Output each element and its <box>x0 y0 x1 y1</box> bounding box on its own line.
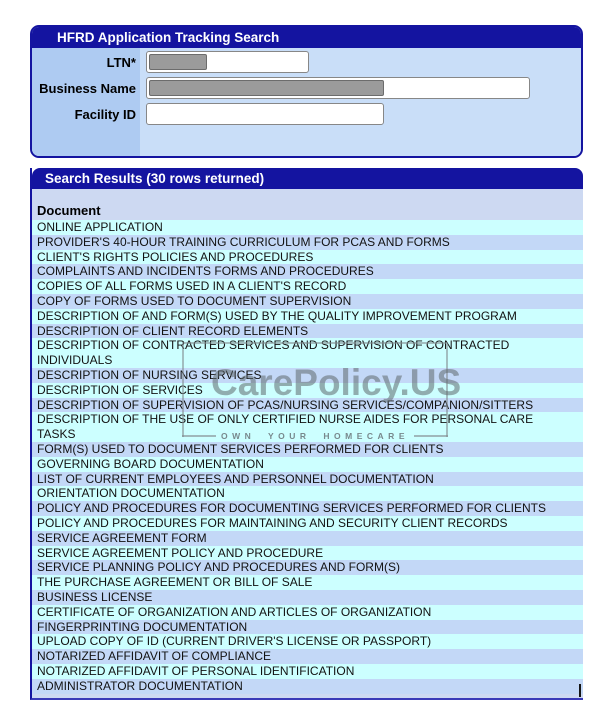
table-row: GOVERNING BOARD DOCUMENTATION <box>32 457 583 472</box>
table-row: COPY OF FORMS USED TO DOCUMENT SUPERVISION <box>32 294 583 309</box>
table-row: PROVIDER'S 40-HOUR TRAINING CURRICULUM FOR PCAS AND FORMS <box>32 235 583 250</box>
search-panel-title: HFRD Application Tracking Search <box>57 30 280 45</box>
table-row: THE PURCHASE AGREEMENT OR BILL OF SALE <box>32 575 583 590</box>
results-table <box>32 189 583 698</box>
ltn-label: LTN* <box>106 54 136 70</box>
watermark-tagline: OWN YOUR HOMECARE <box>221 431 409 441</box>
table-row: COMPLAINTS AND INCIDENTS FORMS AND PROCEDURES <box>32 264 583 279</box>
table-row: NOTARIZED AFFIDAVIT OF PERSONAL IDENTIFICATION <box>32 664 583 679</box>
watermark-brand: CarePolicy.US <box>211 362 462 403</box>
table-row: ADMINISTRATOR DOCUMENTATION <box>32 679 583 694</box>
table-row: COPIES OF ALL FORMS USED IN A CLIENT'S RECORD <box>32 279 583 294</box>
table-row: POLICY AND PROCEDURES FOR MAINTAINING AND SECURITY CLIENT RECORDS <box>32 516 583 531</box>
table-row: DESCRIPTION OF SUPERVISION OF PCAS/NURSING SERVICES/COMPANION/SITTERS <box>32 398 583 413</box>
form-field-column <box>140 48 581 156</box>
table-row: LIST OF CURRENT EMPLOYEES AND PERSONNEL DOCUMENTATION <box>32 472 583 487</box>
table-row: DESCRIPTION OF AND FORM(S) USED BY THE QUALITY IMPROVEMENT PROGRAM <box>32 309 583 324</box>
table-row: SERVICE AGREEMENT FORM <box>32 531 583 546</box>
search-form <box>32 48 581 156</box>
table-row: FORM(S) USED TO DOCUMENT SERVICES PERFORMED FOR CLIENTS <box>32 442 583 457</box>
search-panel <box>30 25 583 158</box>
table-row: DESCRIPTION OF CONTRACTED SERVICES AND SUPERVISION OF CONTRACTED INDIVIDUALS <box>32 338 583 368</box>
table-row: DESCRIPTION OF THE USE OF ONLY CERTIFIED NURSE AIDES FOR PERSONAL CARE TASKS <box>32 412 583 442</box>
table-row: CLIENT'S RIGHTS POLICIES AND PROCEDURES <box>32 250 583 265</box>
search-panel-header <box>32 27 581 48</box>
table-row: SERVICE PLANNING POLICY AND PROCEDURES AND FORM(S) <box>32 560 583 575</box>
table-row: ONLINE APPLICATION <box>32 220 583 235</box>
facility-id-label: Facility ID <box>74 106 136 122</box>
table-row: ORIENTATION DOCUMENTATION <box>32 486 583 501</box>
results-panel-header <box>32 168 583 189</box>
table-row: DESCRIPTION OF CLIENT RECORD ELEMENTS <box>32 324 583 339</box>
table-row: FINGERPRINTING DOCUMENTATION <box>32 620 583 635</box>
table-row: POLICY AND PROCEDURES FOR DOCUMENTING SERVICES PERFORMED FOR CLIENTS <box>32 501 583 516</box>
search-results-panel <box>30 168 583 700</box>
table-row: SERVICE AGREEMENT POLICY AND PROCEDURE <box>32 546 583 561</box>
table-row: CERTIFICATE OF ORGANIZATION AND ARTICLES OF ORGANIZATION <box>32 605 583 620</box>
table-row: BUSINESS LICENSE <box>32 590 583 605</box>
table-row: DESCRIPTION OF SERVICES <box>32 383 583 398</box>
table-row: NOTARIZED AFFIDAVIT OF COMPLIANCE <box>32 649 583 664</box>
document-column-header: Document <box>37 203 101 218</box>
text-cursor <box>579 684 581 697</box>
facility-id-input[interactable] <box>146 103 384 125</box>
redacted-value <box>149 80 384 96</box>
business-name-input[interactable] <box>146 77 530 99</box>
table-row: UPLOAD COPY OF ID (CURRENT DRIVER'S LICENSE OR PASSPORT) <box>32 634 583 649</box>
business-name-label: Business Name <box>39 80 136 96</box>
redacted-value <box>149 54 207 70</box>
results-panel-title: Search Results (30 rows returned) <box>45 171 265 186</box>
table-row: DESCRIPTION OF NURSING SERVICES <box>32 368 583 383</box>
results-rows <box>32 220 583 694</box>
ltn-input[interactable] <box>146 51 309 73</box>
form-label-column <box>32 48 140 156</box>
